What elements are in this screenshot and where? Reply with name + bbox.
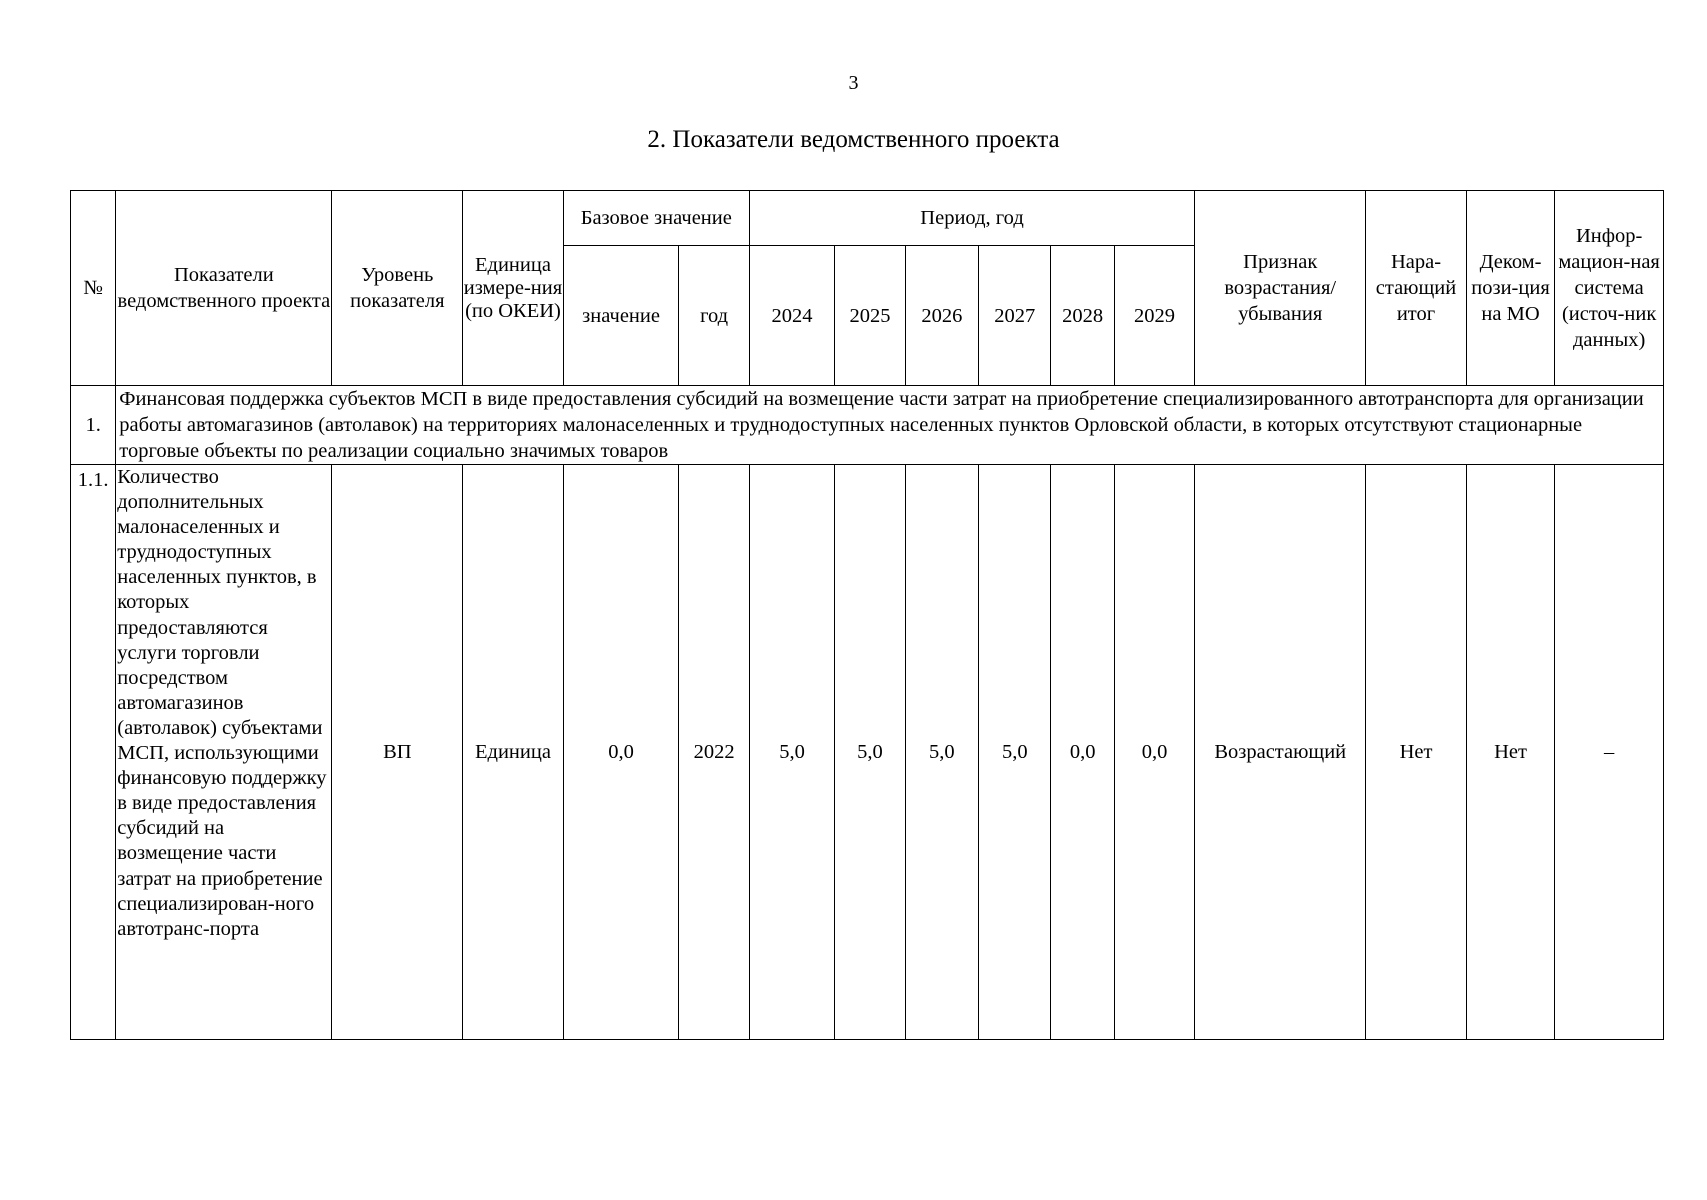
header-number: № bbox=[71, 191, 116, 386]
header-period: Период, год bbox=[749, 191, 1194, 246]
row-cumulative: Нет bbox=[1366, 465, 1467, 1040]
header-row-top bbox=[71, 191, 1664, 246]
header-trend: Признак возрастания/ убывания bbox=[1195, 191, 1366, 386]
row-number: 1.1. bbox=[71, 465, 116, 1040]
header-unit: Единица измере-ния (по ОКЕИ) bbox=[463, 191, 564, 386]
page-number: 3 bbox=[848, 72, 859, 94]
row-level: ВП bbox=[332, 465, 463, 1040]
header-cumulative: Нара-стающий итог bbox=[1366, 191, 1467, 386]
header-year-2028: 2028 bbox=[1051, 246, 1114, 386]
row-value-2025: 5,0 bbox=[835, 465, 905, 1040]
header-info-system: Инфор-мацион-ная система (источ-ник данных) bbox=[1555, 191, 1664, 386]
header-year-2027: 2027 bbox=[979, 246, 1051, 386]
row-info-system: – bbox=[1555, 465, 1664, 1040]
header-year-2025: 2025 bbox=[835, 246, 905, 386]
row-value-2026: 5,0 bbox=[905, 465, 978, 1040]
header-base-value: значение bbox=[563, 246, 679, 386]
row-value-2027: 5,0 bbox=[979, 465, 1051, 1040]
row-base-year: 2022 bbox=[679, 465, 749, 1040]
header-base: Базовое значение bbox=[563, 191, 749, 246]
section-title: Финансовая поддержка субъектов МСП в виде предоставления субсидий на возмещение части затрат на приобретение специализированного автотранспорта для организации работы автомагазинов (автолавок) на территориях малонаселенных и труднодоступных населенных пунктов Орловской области, в которых отсутствуют стационарные торговые объекты по реализации социально значимых товаров bbox=[116, 386, 1664, 465]
header-decomposition: Деком-пози-ция на МО bbox=[1466, 191, 1554, 386]
section-row bbox=[71, 386, 1664, 465]
row-value-2029: 0,0 bbox=[1114, 465, 1194, 1040]
row-trend: Возрастающий bbox=[1195, 465, 1366, 1040]
header-year-2026: 2026 bbox=[905, 246, 978, 386]
header-base-year: год bbox=[679, 246, 749, 386]
table-row bbox=[71, 465, 1664, 1040]
header-year-2024: 2024 bbox=[749, 246, 834, 386]
header-level: Уровень показателя bbox=[332, 191, 463, 386]
header-indicators: Показатели ведомственного проекта bbox=[116, 191, 332, 386]
indicators-table bbox=[70, 190, 1664, 1040]
section-heading: 2. Показатели ведомственного проекта bbox=[647, 126, 1060, 153]
header-year-2029: 2029 bbox=[1114, 246, 1194, 386]
row-unit: Единица bbox=[463, 465, 564, 1040]
row-value-2024: 5,0 bbox=[749, 465, 834, 1040]
row-indicator-name: Количество дополнительных малонаселенных и труднодоступных населенных пунктов, в которых предоставляются услуги торговли посредством автомагазинов (автолавок) субъектами МСП, использующими финансовую поддержку в виде предоставления субсидий на возмещение части затрат на приобретение специализирован-ного автотранс-порта bbox=[116, 465, 332, 1040]
row-decomposition: Нет bbox=[1466, 465, 1554, 1040]
row-value-2028: 0,0 bbox=[1051, 465, 1114, 1040]
section-number: 1. bbox=[71, 386, 116, 465]
row-base-value: 0,0 bbox=[563, 465, 679, 1040]
